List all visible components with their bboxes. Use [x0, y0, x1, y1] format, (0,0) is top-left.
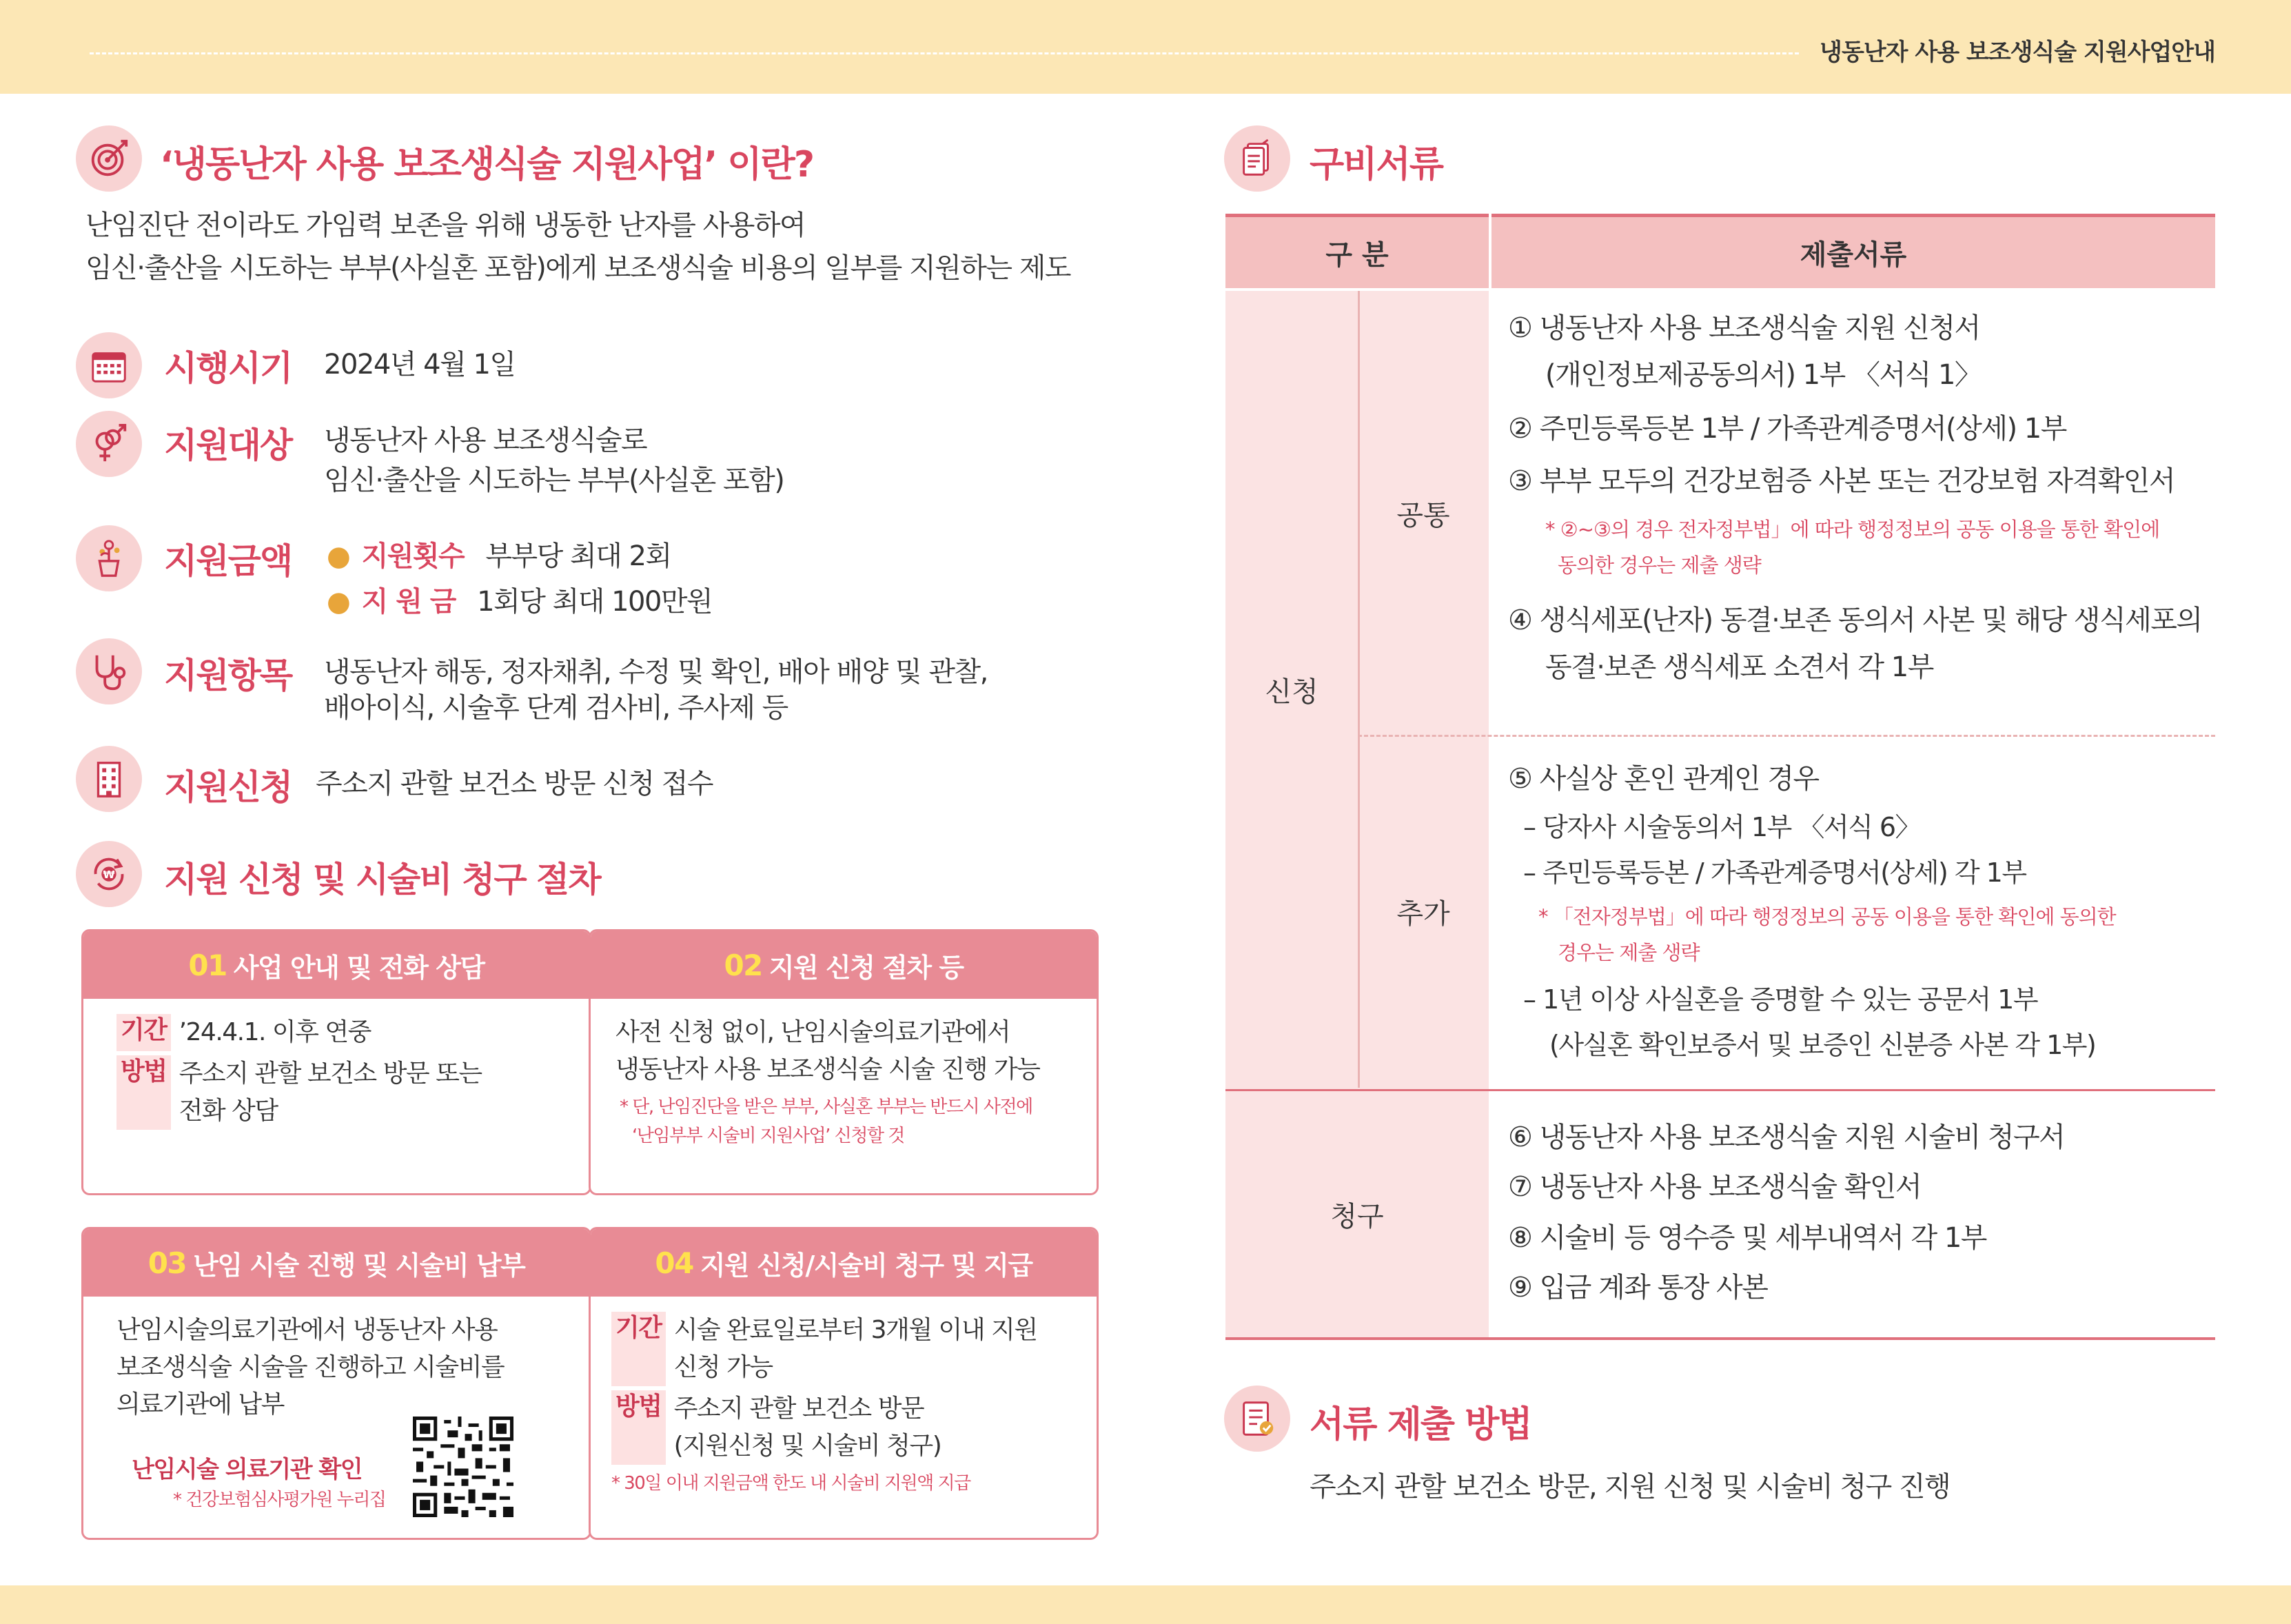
items-line-1: 냉동난자 해동, 정자채취, 수정 및 확인, 배아 배양 및 관찰,	[324, 656, 988, 688]
apply-label-cell: 신청	[1265, 676, 1318, 708]
doc-item-1a: ① 냉동난자 사용 보조생식술 지원 신청서	[1508, 312, 1980, 344]
documents-icon	[1224, 125, 1290, 192]
step-4-method-tag: 방법	[611, 1390, 666, 1465]
step-4-number: 04	[655, 1246, 693, 1280]
documents-title: 구비서류	[1310, 144, 1443, 185]
step-1-number: 01	[188, 948, 227, 982]
running-title: 냉동난자 사용 보조생식술 지원사업안내	[1820, 39, 2215, 66]
step-4-period-line-1: 시술 완료일로부터 3개월 이내 지원	[673, 1316, 1037, 1344]
gender-icon	[76, 411, 142, 477]
step-2-number: 02	[724, 948, 762, 982]
step-1-method-line-2: 전화 상담	[179, 1097, 278, 1125]
banner-divider	[90, 52, 1799, 54]
col-category-header: 구 분	[1225, 214, 1489, 288]
won-cycle-icon	[76, 841, 142, 907]
step-2-body	[591, 999, 1097, 1166]
amount-key-1: 지원횟수	[361, 540, 465, 572]
step-3-line-3: 의료기관에 납부	[116, 1390, 284, 1419]
step-4-note: * 30일 이내 지원금액 한도 내 시술비 지원액 지급	[611, 1473, 970, 1494]
extra-label-cell: 추가	[1396, 897, 1450, 930]
step-1-period-tag: 기간	[116, 1014, 171, 1051]
step-1-method-line-1: 주소지 관할 보건소 방문 또는	[179, 1059, 482, 1088]
doc-note-extra-2: 경우는 제출 생략	[1558, 941, 1700, 964]
step-2-header	[591, 931, 1097, 999]
target-icon	[76, 125, 142, 192]
doc-item-1b: (개인정보제공동의서) 1부 〈서식 1〉	[1545, 359, 1982, 391]
col-documents-header: 제출서류	[1491, 214, 2215, 288]
step-1-method-tag: 방법	[116, 1055, 171, 1130]
medical-institution-link[interactable]: 난임시술 의료기관 확인	[132, 1456, 363, 1483]
doc-item-9: ⑨ 입금 계좌 통장 사본	[1508, 1272, 1768, 1303]
amount-label: 지원금액	[164, 541, 292, 581]
apply-label: 지원신청	[164, 767, 292, 807]
step-2-note-2: ‘난임부부 시술비 지원사업’ 신청할 것	[632, 1126, 904, 1146]
items-label: 지원항목	[164, 656, 292, 696]
doc-item-8: ⑧ 시술비 등 영수증 및 세부내역서 각 1부	[1508, 1222, 1986, 1254]
doc-item-6: ⑥ 냉동난자 사용 보조생식술 지원 시술비 청구서	[1508, 1121, 2065, 1153]
intro-line-1: 난임진단 전이라도 가임력 보존을 위해 냉동한 난자를 사용하여	[85, 210, 806, 241]
start-label: 시행시기	[164, 348, 292, 388]
intro-title: ‘냉동난자 사용 보조생식술 지원사업’ 이란?	[160, 144, 814, 185]
doc-extra-sub-1: – 당자사 시술동의서 1부 〈서식 6〉	[1523, 812, 1921, 842]
step-3-line-1: 난임시술의료기관에서 냉동난자 사용	[116, 1316, 498, 1344]
amount-value-2: 1회당 최대 100만원	[477, 586, 713, 618]
step-3-line-2: 보조생식술 시술을 진행하고 시술비를	[116, 1353, 505, 1381]
doc-item-3: ③ 부부 모두의 건강보험증 사본 또는 건강보험 자격확인서	[1508, 465, 2175, 497]
start-value: 2024년 4월 1일	[324, 349, 516, 380]
step-4-period-tag: 기간	[611, 1312, 666, 1386]
doc-note-common-1: * ②~③의 경우 전자정부법」에 따라 행정정보의 공동 이용을 통한 확인에	[1545, 518, 2160, 541]
step-4-header	[591, 1229, 1097, 1297]
step-4-body	[591, 1297, 1097, 1513]
apply-value: 주소지 관할 보건소 방문 신청 접수	[316, 768, 713, 800]
doc-extra-sub-2: – 주민등록등본 / 가족관계증명서(상세) 각 1부	[1523, 857, 2026, 888]
step-1-body	[83, 999, 589, 1149]
step-1-period: ’24.4.1. 이후 연중	[179, 1018, 371, 1046]
intro-line-2: 임신·출산을 시도하는 부부(사실혼 포함)에게 보조생식술 비용의 일부를 지원하는 제도	[85, 252, 1071, 284]
target-line-2: 임신·출산을 시도하는 부부(사실혼 포함)	[324, 465, 784, 496]
amount-row-1: ● 지원횟수 부부당 최대 2회	[327, 540, 671, 572]
qr-code-icon[interactable]	[413, 1417, 513, 1517]
step-card-4	[589, 1227, 1099, 1540]
calendar-icon	[76, 332, 142, 398]
claim-label-cell: 청구	[1330, 1200, 1384, 1232]
doc-item-4a: ④ 생식세포(난자) 동결·보존 동의서 사본 및 해당 생식세포의	[1508, 605, 2202, 636]
doc-note-common-2: 동의한 경우는 제출 생략	[1558, 554, 1761, 577]
target-label: 지원대상	[164, 425, 292, 465]
doc-extra-sub-3b: (사실혼 확인보증서 및 보증인 신분증 사본 각 1부)	[1549, 1030, 2096, 1060]
doc-item-4b: 동결·보존 생식세포 소견서 각 1부	[1545, 651, 1933, 683]
stethoscope-icon	[76, 638, 142, 704]
top-banner	[0, 0, 2291, 94]
step-4-method-line-1: 주소지 관할 보건소 방문	[673, 1394, 924, 1423]
step-2-note-1: * 단, 난임진단을 받은 부부, 사실혼 부부는 반드시 사전에	[620, 1097, 1032, 1117]
step-2-line-1: 사전 신청 없이, 난임시술의료기관에서	[615, 1018, 1010, 1046]
step-2-line-2: 냉동난자 사용 보조생식술 시술 진행 가능	[615, 1055, 1040, 1084]
doc-extra-sub-3: – 1년 이상 사실혼을 증명할 수 있는 공문서 1부	[1523, 984, 2038, 1015]
step-4-title: 지원 신청/시술비 청구 및 지급	[700, 1250, 1032, 1281]
svg-text:₩: ₩	[103, 868, 115, 881]
doc-item-5: ⑤ 사실상 혼인 관계인 경우	[1508, 763, 1819, 795]
building-icon	[76, 746, 142, 812]
step-3-number: 03	[147, 1246, 187, 1280]
step-3-body	[83, 1297, 589, 1510]
step-card-2	[589, 929, 1099, 1195]
doc-item-2: ② 주민등록등본 1부 / 가족관계증명서(상세) 1부	[1508, 413, 2066, 445]
step-4-method-line-2: (지원신청 및 시술비 청구)	[673, 1432, 941, 1460]
submission-text: 주소지 관할 보건소 방문, 지원 신청 및 시술비 청구 진행	[1310, 1471, 1951, 1503]
column-gap	[1489, 291, 1491, 1340]
step-card-3	[81, 1227, 591, 1540]
amount-key-2: 지 원 금	[361, 586, 456, 618]
doc-note-extra-1: * 「전자정부법」에 따라 행정정보의 공동 이용을 통한 확인에 동의한	[1538, 905, 2116, 928]
step-1-title: 사업 안내 및 전화 상담	[233, 952, 485, 983]
procedure-title: 지원 신청 및 시술비 청구 절차	[164, 860, 600, 900]
step-1-header	[83, 931, 589, 999]
step-2-title: 지원 신청 절차 등	[768, 952, 964, 983]
step-4-period-line-2: 신청 가능	[673, 1353, 773, 1381]
amount-value-1: 부부당 최대 2회	[485, 540, 671, 572]
submission-title: 서류 제출 방법	[1310, 1404, 1531, 1445]
amount-row-2: ● 지 원 금 1회당 최대 100만원	[327, 586, 713, 618]
step-3-note: * 건강보험심사평가원 누리집	[173, 1490, 386, 1510]
checklist-icon	[1224, 1386, 1290, 1452]
items-line-2: 배아이식, 시술후 단계 검사비, 주사제 등	[324, 692, 788, 724]
common-label-cell: 공통	[1396, 499, 1450, 531]
target-line-1: 냉동난자 사용 보조생식술로	[324, 425, 647, 456]
step-3-header	[83, 1229, 589, 1297]
flower-pot-icon	[76, 525, 142, 591]
step-3-title: 난임 시술 진행 및 시술비 납부	[193, 1250, 525, 1281]
doc-item-7: ⑦ 냉동난자 사용 보조생식술 확인서	[1508, 1171, 1922, 1203]
documents-table	[1225, 214, 2215, 1339]
bottom-banner	[0, 1585, 2291, 1624]
step-card-1	[81, 929, 591, 1195]
